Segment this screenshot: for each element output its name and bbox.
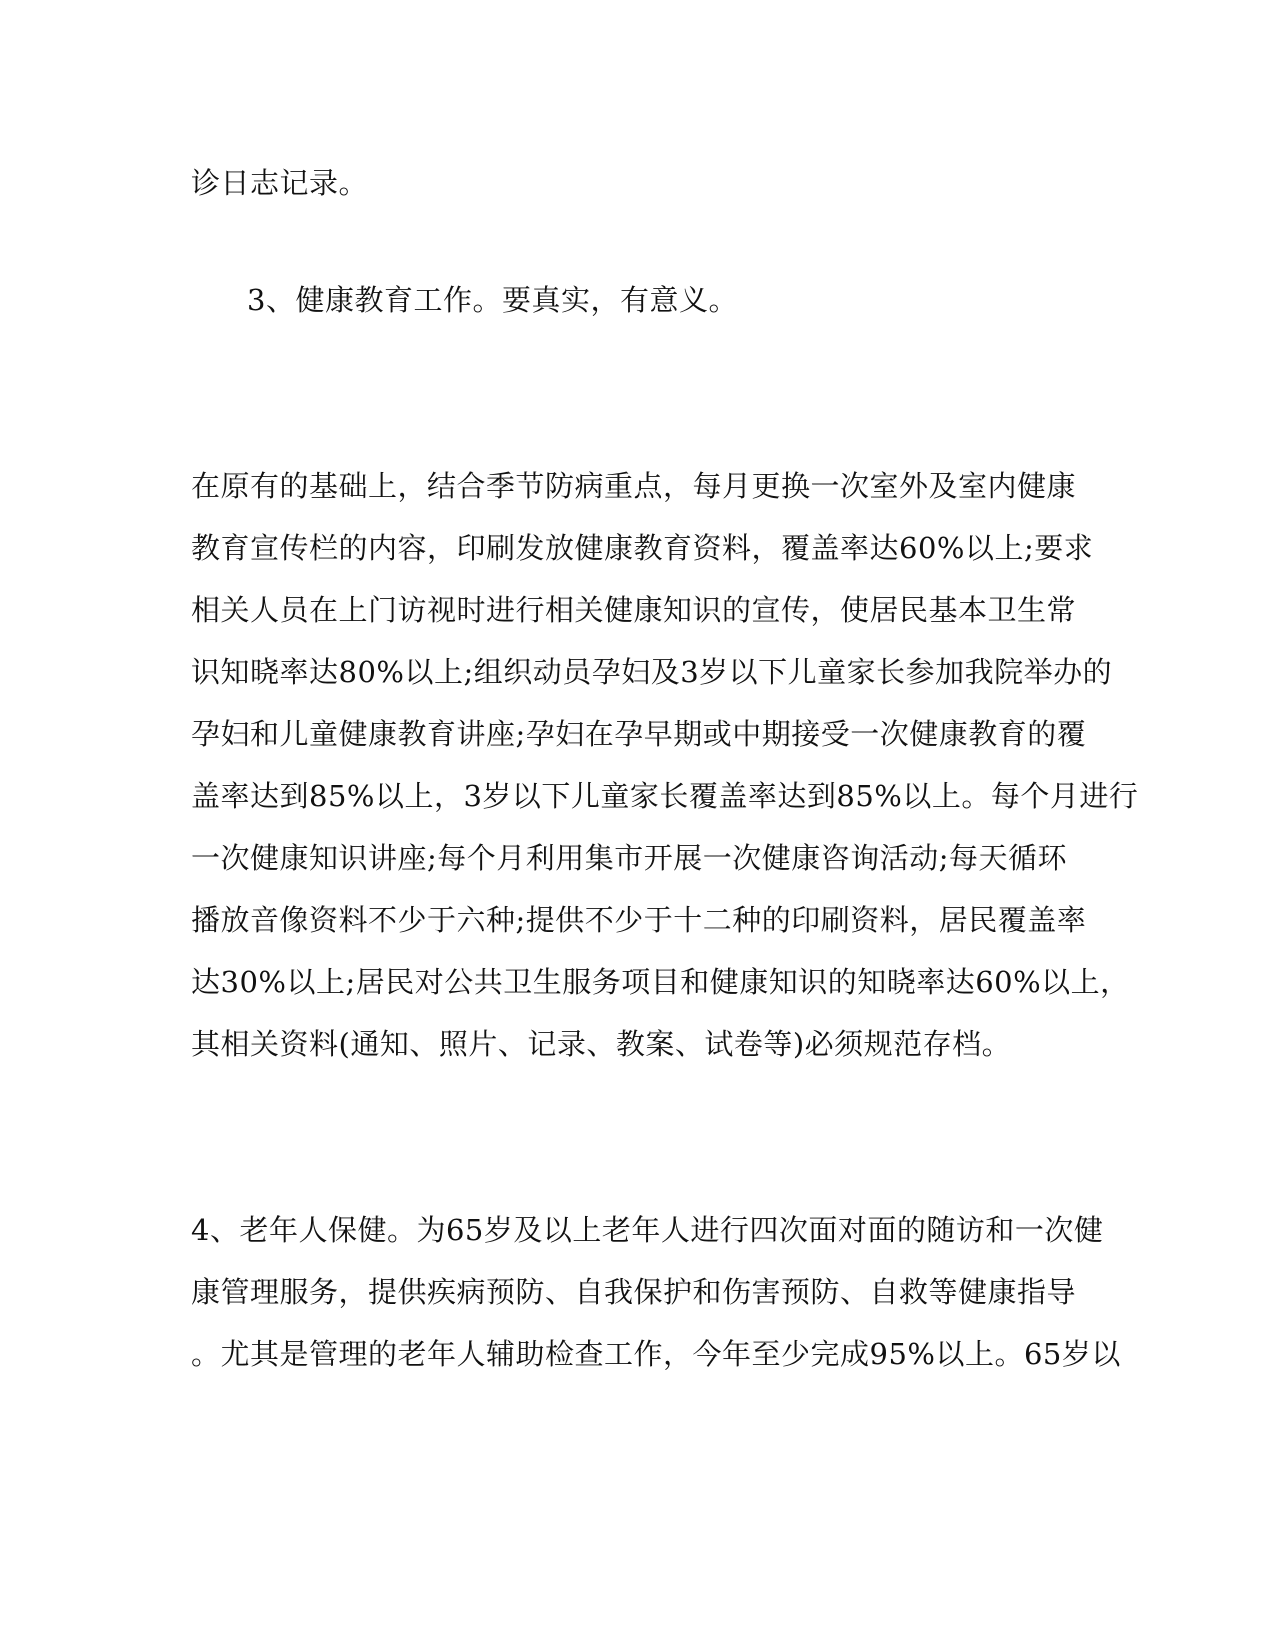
text-line-14: 康管理服务，提供疾病预防、自我保护和伤害预防、自救等健康指导 — [191, 1275, 1077, 1309]
text-line-10: 播放音像资料不少于六种;提供不少于十二种的印刷资料，居民覆盖率 — [191, 903, 1087, 937]
text-line-6: 识知晓率达80%以上;组织动员孕妇及3岁以下儿童家长参加我院举办的 — [191, 655, 1113, 689]
text-line-4: 教育宣传栏的内容，印刷发放健康教育资料，覆盖率达60%以上;要求 — [191, 531, 1094, 565]
text-line-9: 一次健康知识讲座;每个月利用集市开展一次健康咨询活动;每天循环 — [191, 841, 1068, 875]
text-line-11: 达30%以上;居民对公共卫生服务项目和健康知识的知晓率达60%以上， — [191, 965, 1130, 999]
text-line-3: 在原有的基础上，结合季节防病重点，每月更换一次室外及室内健康 — [191, 469, 1077, 503]
text-line-15: 。尤其是管理的老年人辅助检查工作，今年至少完成95%以上。65岁以 — [191, 1337, 1121, 1371]
text-line-12: 其相关资料(通知、照片、记录、教案、试卷等)必须规范存档。 — [191, 1027, 1012, 1061]
text-line-8: 盖率达到85%以上，3岁以下儿童家长覆盖率达到85%以上。每个月进行 — [191, 779, 1139, 813]
section-heading-health-education: 3、健康教育工作。要真实，有意义。 — [247, 283, 738, 317]
section-heading-elderly-care: 4、老年人保健。为65岁及以上老年人进行四次面对面的随访和一次健 — [191, 1213, 1104, 1247]
text-line-5: 相关人员在上门访视时进行相关健康知识的宣传，使居民基本卫生常 — [191, 593, 1077, 627]
text-line-1: 诊日志记录。 — [191, 166, 369, 200]
text-line-7: 孕妇和儿童健康教育讲座;孕妇在孕早期或中期接受一次健康教育的覆 — [191, 717, 1087, 751]
